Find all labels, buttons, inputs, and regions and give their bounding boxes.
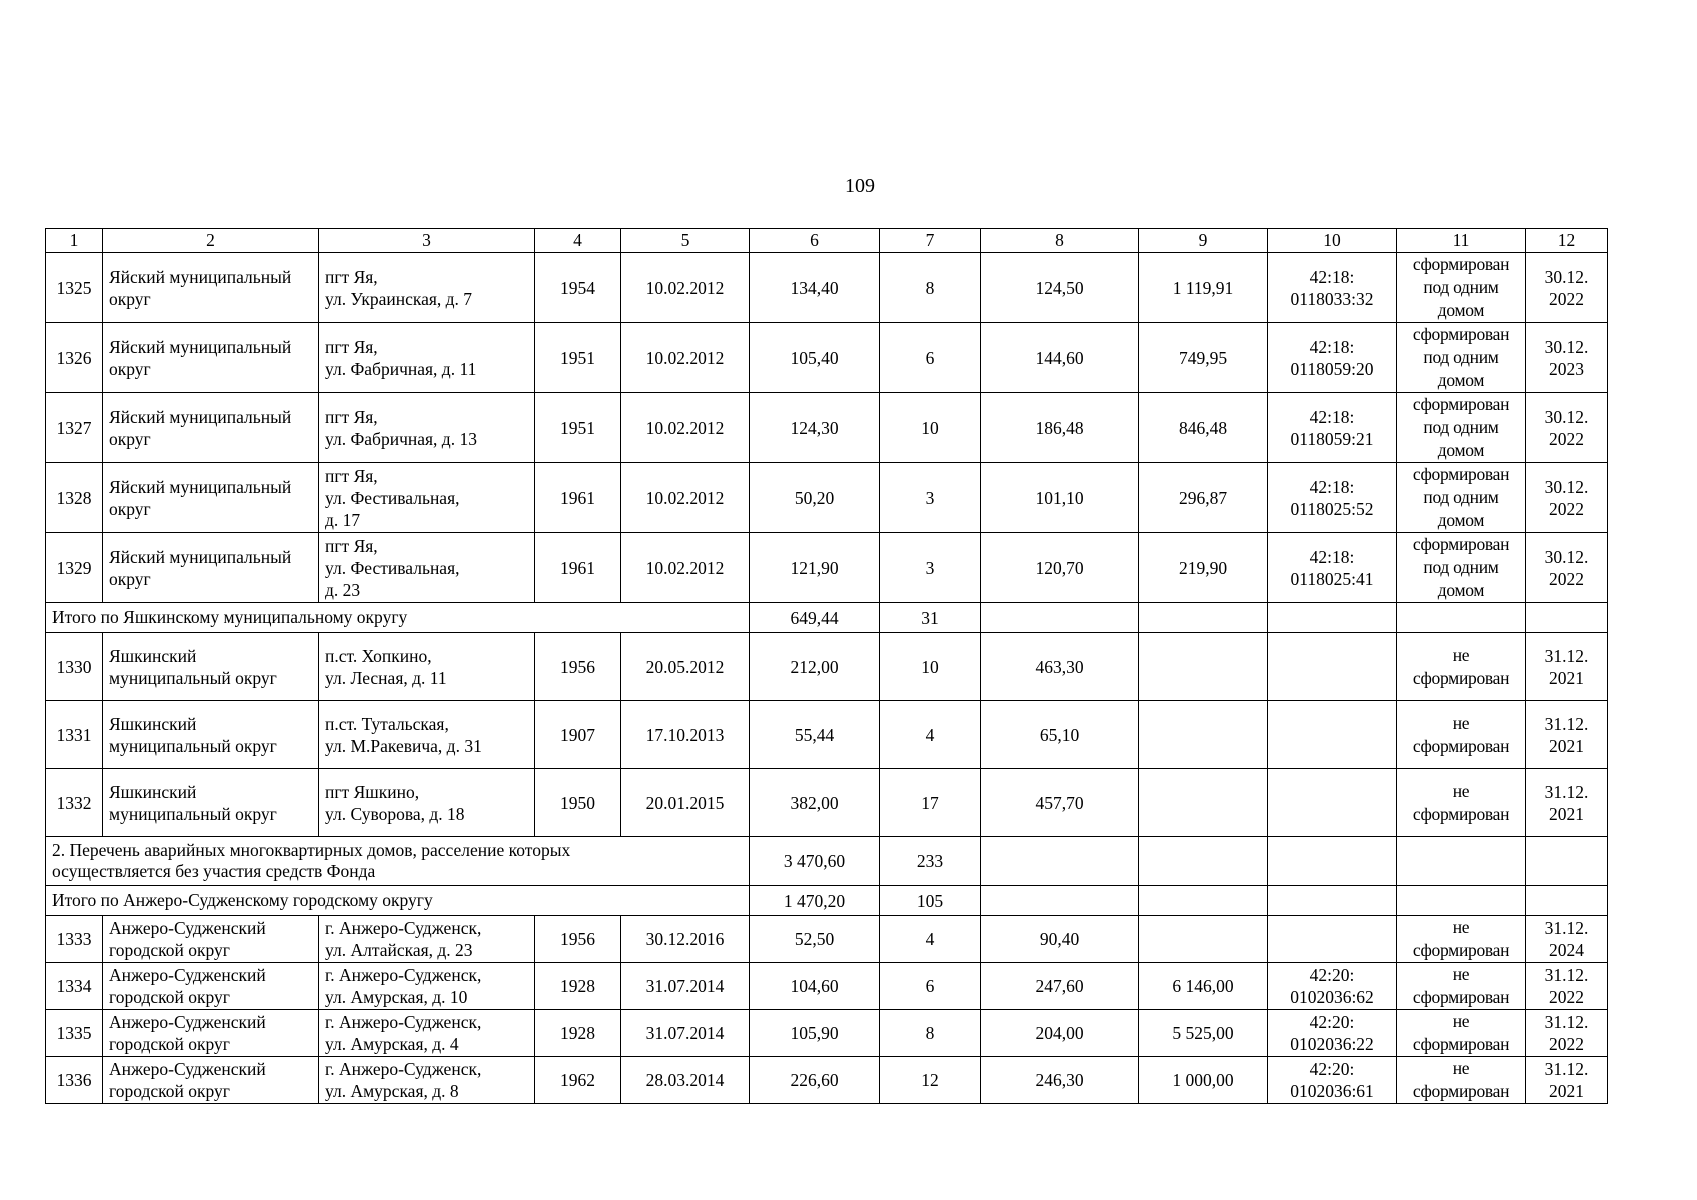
area-cell: 121,90 xyxy=(750,533,880,603)
municipality-cell: Анжеро-Судженский городской округ xyxy=(103,916,319,963)
address-cell: г. Анжеро-Судженск, ул. Амурская, д. 10 xyxy=(319,963,535,1010)
table-row xyxy=(46,253,1608,323)
column-number-3: 3 xyxy=(319,229,535,253)
land-status-cell: не сформирован xyxy=(1397,633,1526,701)
municipality-cell: Яшкинский муниципальный округ xyxy=(103,701,319,769)
table-row xyxy=(46,769,1608,837)
address-cell: п.ст. Тутальская, ул. М.Ракевича, д. 31 xyxy=(319,701,535,769)
row-number-cell: 1336 xyxy=(46,1057,103,1104)
empty-cell xyxy=(1268,837,1397,886)
municipality-cell: Яйский муниципальный округ xyxy=(103,393,319,463)
empty-cell xyxy=(981,886,1139,916)
empty-cell xyxy=(1139,603,1268,633)
cadastral-number-cell: 42:18: 0118059:20 xyxy=(1268,323,1397,393)
area-cell: 382,00 xyxy=(750,769,880,837)
cadastral-value-cell: 749,95 xyxy=(1139,323,1268,393)
year-built-cell: 1954 xyxy=(535,253,621,323)
row-number-cell: 1329 xyxy=(46,533,103,603)
empty-cell xyxy=(1268,603,1397,633)
municipality-cell: Яйский муниципальный округ xyxy=(103,463,319,533)
municipality-cell: Яйский муниципальный округ xyxy=(103,253,319,323)
municipality-cell: Анжеро-Судженский городской округ xyxy=(103,1010,319,1057)
cadastral-value-cell xyxy=(1139,701,1268,769)
area-cell: 105,90 xyxy=(750,1010,880,1057)
residents-cell: 10 xyxy=(880,393,981,463)
table-row xyxy=(46,963,1608,1010)
area-cell: 52,50 xyxy=(750,916,880,963)
municipality-cell: Анжеро-Судженский городской округ xyxy=(103,963,319,1010)
subtotal-label: Итого по Яшкинскому муниципальному округу xyxy=(46,603,750,633)
recognition-date-cell: 10.02.2012 xyxy=(621,323,750,393)
land-status-cell: не сформирован xyxy=(1397,1010,1526,1057)
year-built-cell: 1956 xyxy=(535,916,621,963)
subtotal-area: 649,44 xyxy=(750,603,880,633)
empty-cell xyxy=(1397,837,1526,886)
column-number-6: 6 xyxy=(750,229,880,253)
subtotal-row xyxy=(46,603,1608,633)
year-built-cell: 1928 xyxy=(535,1010,621,1057)
land-area-cell: 186,48 xyxy=(981,393,1139,463)
cadastral-number-cell: 42:20: 0102036:61 xyxy=(1268,1057,1397,1104)
empty-cell xyxy=(1526,603,1608,633)
column-number-header-row xyxy=(46,229,1608,253)
recognition-date-cell: 28.03.2014 xyxy=(621,1057,750,1104)
residents-cell: 4 xyxy=(880,916,981,963)
year-built-cell: 1951 xyxy=(535,323,621,393)
year-built-cell: 1907 xyxy=(535,701,621,769)
cadastral-number-cell: 42:18: 0118025:52 xyxy=(1268,463,1397,533)
resettlement-deadline-cell: 30.12. 2022 xyxy=(1526,393,1608,463)
residents-cell: 3 xyxy=(880,463,981,533)
resettlement-deadline-cell: 31.12. 2021 xyxy=(1526,1057,1608,1104)
area-cell: 134,40 xyxy=(750,253,880,323)
table-row xyxy=(46,533,1608,603)
area-cell: 226,60 xyxy=(750,1057,880,1104)
residents-cell: 8 xyxy=(880,1010,981,1057)
address-cell: пгт Яя, ул. Украинская, д. 7 xyxy=(319,253,535,323)
row-number-cell: 1335 xyxy=(46,1010,103,1057)
residents-cell: 6 xyxy=(880,323,981,393)
municipality-cell: Яйский муниципальный округ xyxy=(103,533,319,603)
cadastral-number-cell: 42:18: 0118025:41 xyxy=(1268,533,1397,603)
land-status-cell: сформирован под одним домом xyxy=(1397,253,1526,323)
table-row xyxy=(46,1057,1608,1104)
subtotal-residents: 31 xyxy=(880,603,981,633)
residents-cell: 4 xyxy=(880,701,981,769)
address-cell: пгт Яя, ул. Фестивальная, д. 23 xyxy=(319,533,535,603)
land-area-cell: 457,70 xyxy=(981,769,1139,837)
resettlement-deadline-cell: 30.12. 2023 xyxy=(1526,323,1608,393)
subtotal-area: 3 470,60 xyxy=(750,837,880,886)
address-cell: г. Анжеро-Судженск, ул. Амурская, д. 4 xyxy=(319,1010,535,1057)
area-cell: 104,60 xyxy=(750,963,880,1010)
column-number-12: 12 xyxy=(1526,229,1608,253)
land-status-cell: сформирован под одним домом xyxy=(1397,463,1526,533)
recognition-date-cell: 10.02.2012 xyxy=(621,253,750,323)
land-status-cell: не сформирован xyxy=(1397,916,1526,963)
housing-register-table xyxy=(45,228,1608,1104)
cadastral-value-cell xyxy=(1139,769,1268,837)
cadastral-number-cell: 42:20: 0102036:62 xyxy=(1268,963,1397,1010)
year-built-cell: 1961 xyxy=(535,533,621,603)
residents-cell: 12 xyxy=(880,1057,981,1104)
page-number: 109 xyxy=(845,175,875,197)
column-number-1: 1 xyxy=(46,229,103,253)
address-cell: пгт Яшкино, ул. Суворова, д. 18 xyxy=(319,769,535,837)
resettlement-deadline-cell: 31.12. 2021 xyxy=(1526,701,1608,769)
empty-cell xyxy=(1397,603,1526,633)
land-area-cell: 247,60 xyxy=(981,963,1139,1010)
row-number-cell: 1332 xyxy=(46,769,103,837)
cadastral-number-cell xyxy=(1268,916,1397,963)
table-row xyxy=(46,701,1608,769)
recognition-date-cell: 31.07.2014 xyxy=(621,963,750,1010)
address-cell: пгт Яя, ул. Фабричная, д. 13 xyxy=(319,393,535,463)
land-status-cell: не сформирован xyxy=(1397,701,1526,769)
resettlement-deadline-cell: 31.12. 2022 xyxy=(1526,1010,1608,1057)
land-area-cell: 463,30 xyxy=(981,633,1139,701)
cadastral-value-cell: 5 525,00 xyxy=(1139,1010,1268,1057)
residents-cell: 3 xyxy=(880,533,981,603)
row-number-cell: 1333 xyxy=(46,916,103,963)
row-number-cell: 1328 xyxy=(46,463,103,533)
cadastral-number-cell: 42:20: 0102036:22 xyxy=(1268,1010,1397,1057)
resettlement-deadline-cell: 31.12. 2021 xyxy=(1526,769,1608,837)
cadastral-number-cell: 42:18: 0118059:21 xyxy=(1268,393,1397,463)
cadastral-number-cell: 42:18: 0118033:32 xyxy=(1268,253,1397,323)
empty-cell xyxy=(1139,886,1268,916)
empty-cell xyxy=(981,603,1139,633)
resettlement-deadline-cell: 31.12. 2024 xyxy=(1526,916,1608,963)
subtotal-row xyxy=(46,886,1608,916)
empty-cell xyxy=(1526,886,1608,916)
land-area-cell: 204,00 xyxy=(981,1010,1139,1057)
area-cell: 124,30 xyxy=(750,393,880,463)
municipality-cell: Анжеро-Судженский городской округ xyxy=(103,1057,319,1104)
empty-cell xyxy=(1268,886,1397,916)
recognition-date-cell: 10.02.2012 xyxy=(621,463,750,533)
land-status-cell: не сформирован xyxy=(1397,1057,1526,1104)
table-row xyxy=(46,916,1608,963)
recognition-date-cell: 20.05.2012 xyxy=(621,633,750,701)
resettlement-deadline-cell: 31.12. 2021 xyxy=(1526,633,1608,701)
cadastral-value-cell: 296,87 xyxy=(1139,463,1268,533)
column-number-8: 8 xyxy=(981,229,1139,253)
land-status-cell: сформирован под одним домом xyxy=(1397,393,1526,463)
land-area-cell: 144,60 xyxy=(981,323,1139,393)
table-row xyxy=(46,633,1608,701)
empty-cell xyxy=(1139,837,1268,886)
year-built-cell: 1961 xyxy=(535,463,621,533)
recognition-date-cell: 30.12.2016 xyxy=(621,916,750,963)
cadastral-value-cell: 219,90 xyxy=(1139,533,1268,603)
subtotal-label: Итого по Анжеро-Судженскому городскому округу xyxy=(46,886,750,916)
column-number-10: 10 xyxy=(1268,229,1397,253)
column-number-2: 2 xyxy=(103,229,319,253)
year-built-cell: 1956 xyxy=(535,633,621,701)
column-number-11: 11 xyxy=(1397,229,1526,253)
row-number-cell: 1326 xyxy=(46,323,103,393)
land-area-cell: 101,10 xyxy=(981,463,1139,533)
address-cell: п.ст. Хопкино, ул. Лесная, д. 11 xyxy=(319,633,535,701)
subtotal-area: 1 470,20 xyxy=(750,886,880,916)
cadastral-number-cell xyxy=(1268,769,1397,837)
column-number-9: 9 xyxy=(1139,229,1268,253)
municipality-cell: Яшкинский муниципальный округ xyxy=(103,769,319,837)
empty-cell xyxy=(981,837,1139,886)
address-cell: г. Анжеро-Судженск, ул. Алтайская, д. 23 xyxy=(319,916,535,963)
cadastral-number-cell xyxy=(1268,633,1397,701)
residents-cell: 8 xyxy=(880,253,981,323)
land-status-cell: сформирован под одним домом xyxy=(1397,533,1526,603)
table-row xyxy=(46,463,1608,533)
area-cell: 212,00 xyxy=(750,633,880,701)
cadastral-value-cell: 6 146,00 xyxy=(1139,963,1268,1010)
year-built-cell: 1962 xyxy=(535,1057,621,1104)
cadastral-value-cell xyxy=(1139,633,1268,701)
subtotal-residents: 233 xyxy=(880,837,981,886)
residents-cell: 10 xyxy=(880,633,981,701)
residents-cell: 6 xyxy=(880,963,981,1010)
subtotal-label: 2. Перечень аварийных многоквартирных домов, расселение которых осуществляется без участия средств Фонда xyxy=(46,837,750,886)
recognition-date-cell: 31.07.2014 xyxy=(621,1010,750,1057)
address-cell: г. Анжеро-Судженск, ул. Амурская, д. 8 xyxy=(319,1057,535,1104)
table-row xyxy=(46,393,1608,463)
municipality-cell: Яшкинский муниципальный округ xyxy=(103,633,319,701)
land-area-cell: 90,40 xyxy=(981,916,1139,963)
land-status-cell: не сформирован xyxy=(1397,963,1526,1010)
land-area-cell: 124,50 xyxy=(981,253,1139,323)
cadastral-value-cell: 1 119,91 xyxy=(1139,253,1268,323)
row-number-cell: 1330 xyxy=(46,633,103,701)
table-row xyxy=(46,323,1608,393)
municipality-cell: Яйский муниципальный округ xyxy=(103,323,319,393)
column-number-7: 7 xyxy=(880,229,981,253)
recognition-date-cell: 20.01.2015 xyxy=(621,769,750,837)
row-number-cell: 1325 xyxy=(46,253,103,323)
table-row xyxy=(46,1010,1608,1057)
land-area-cell: 246,30 xyxy=(981,1057,1139,1104)
cadastral-value-cell: 846,48 xyxy=(1139,393,1268,463)
subtotal-residents: 105 xyxy=(880,886,981,916)
year-built-cell: 1951 xyxy=(535,393,621,463)
recognition-date-cell: 17.10.2013 xyxy=(621,701,750,769)
row-number-cell: 1331 xyxy=(46,701,103,769)
empty-cell xyxy=(1397,886,1526,916)
column-number-5: 5 xyxy=(621,229,750,253)
subtotal-row xyxy=(46,837,1608,886)
empty-cell xyxy=(1526,837,1608,886)
resettlement-deadline-cell: 31.12. 2022 xyxy=(1526,963,1608,1010)
land-area-cell: 120,70 xyxy=(981,533,1139,603)
address-cell: пгт Яя, ул. Фестивальная, д. 17 xyxy=(319,463,535,533)
recognition-date-cell: 10.02.2012 xyxy=(621,393,750,463)
area-cell: 55,44 xyxy=(750,701,880,769)
land-status-cell: сформирован под одним домом xyxy=(1397,323,1526,393)
area-cell: 50,20 xyxy=(750,463,880,533)
row-number-cell: 1334 xyxy=(46,963,103,1010)
cadastral-number-cell xyxy=(1268,701,1397,769)
land-status-cell: не сформирован xyxy=(1397,769,1526,837)
cadastral-value-cell xyxy=(1139,916,1268,963)
resettlement-deadline-cell: 30.12. 2022 xyxy=(1526,253,1608,323)
address-cell: пгт Яя, ул. Фабричная, д. 11 xyxy=(319,323,535,393)
year-built-cell: 1928 xyxy=(535,963,621,1010)
cadastral-value-cell: 1 000,00 xyxy=(1139,1057,1268,1104)
resettlement-deadline-cell: 30.12. 2022 xyxy=(1526,463,1608,533)
residents-cell: 17 xyxy=(880,769,981,837)
year-built-cell: 1950 xyxy=(535,769,621,837)
recognition-date-cell: 10.02.2012 xyxy=(621,533,750,603)
land-area-cell: 65,10 xyxy=(981,701,1139,769)
resettlement-deadline-cell: 30.12. 2022 xyxy=(1526,533,1608,603)
area-cell: 105,40 xyxy=(750,323,880,393)
table-body xyxy=(46,229,1608,1104)
row-number-cell: 1327 xyxy=(46,393,103,463)
column-number-4: 4 xyxy=(535,229,621,253)
